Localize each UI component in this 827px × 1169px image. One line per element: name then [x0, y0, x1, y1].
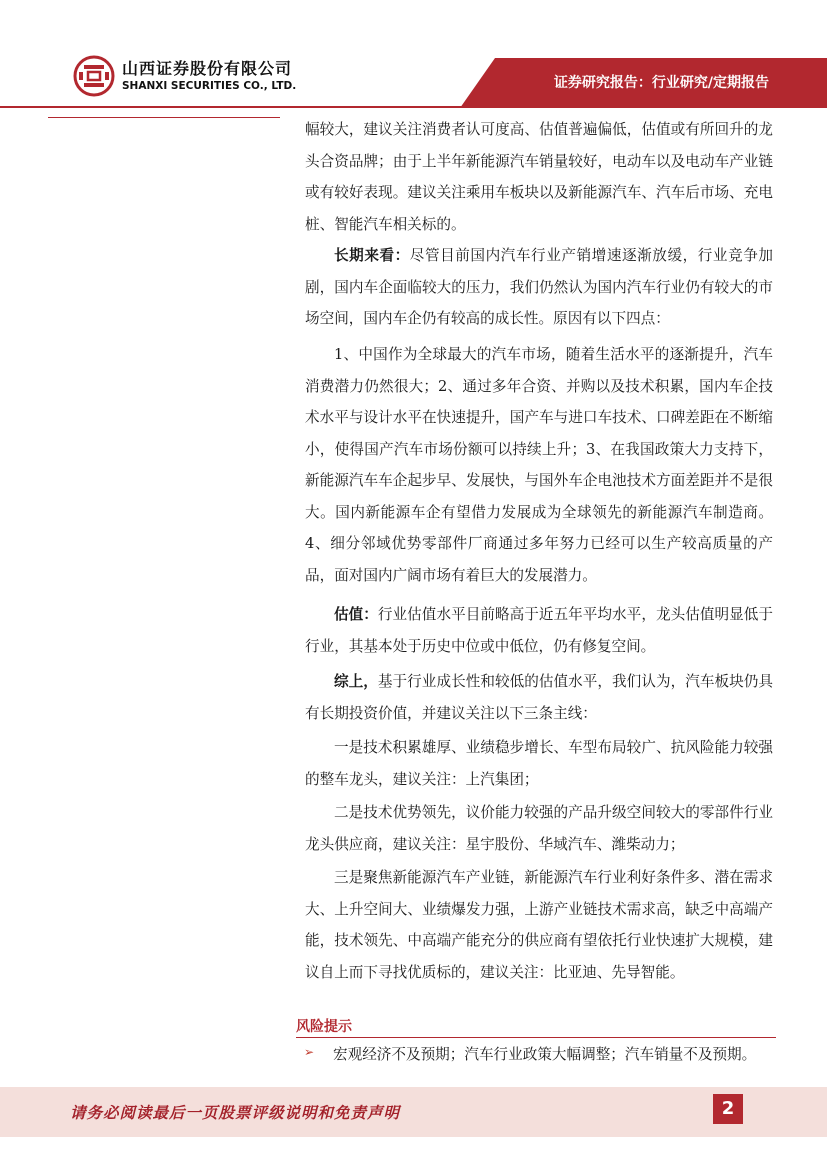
- paragraph-mainline-1: 一是技术积累雄厚、业绩稳步增长、车型布局较广、抗风险能力较强的整车龙头，建议关注：上汽集团；: [305, 739, 773, 788]
- paragraph-mainline-2: 二是技术优势领先，议价能力较强的产品升级空间较大的零部件行业龙头供应商，建议关注：星宇股份、华域汽车、潍柴动力；: [305, 804, 773, 853]
- paragraph-mainline-3: 三是聚焦新能源汽车产业链，新能源汽车行业利好条件多、潜在需求大、上升空间大、业绩爆发力强，上游产业链技术需求高，缺乏中高端产能，技术领先、中高端产能充分的供应商有望依托行业快速扩大规模，建议自上而下寻找优质标的，建议关注：比亚迪、先导智能。: [305, 869, 773, 981]
- paragraph-1: 幅较大，建议关注消费者认可度高、估值普遍偏低，估值或有所回升的龙头合资品牌；由于上半年新能源汽车销量较好，电动车以及电动车产业链或有较好表现。建议关注乘用车板块以及新能源汽车、汽车后市场、充电桩、智能汽车相关标的。: [305, 121, 773, 233]
- paragraph-lead: 长期来看：: [334, 247, 410, 264]
- risk-item: 宏观经济不及预期；汽车行业政策大幅调整；汽车销量不及预期。: [333, 1046, 757, 1063]
- company-logo-icon: [73, 55, 115, 97]
- paragraph-long-term: [305, 240, 773, 335]
- arrow-bullet-icon: ➢: [304, 1045, 315, 1059]
- paragraph-text: 基于行业成长性和较低的估值水平，我们认为，汽车板块仍具有长期投资价值，并建议关注以下三条主线：: [305, 673, 773, 722]
- page-number: 2: [713, 1094, 743, 1124]
- paragraph-valuation: [305, 599, 773, 662]
- paragraph-summary: [305, 666, 773, 729]
- footer-disclaimer: 请务必阅读最后一页股票评级说明和免责声明: [70, 1103, 401, 1122]
- sidebar-divider: [48, 117, 280, 118]
- paragraph-text: 行业估值水平目前略高于近五年平均水平，龙头估值明显低于行业，其基本处于历史中位或中低位，仍有修复空间。: [305, 606, 773, 655]
- risk-section-title: 风险提示: [296, 1019, 352, 1035]
- report-type-label: 证券研究报告：行业研究/定期报告: [553, 75, 769, 91]
- paragraph-text: 尽管目前国内汽车行业产销增速逐渐放缓，行业竞争加剧，国内车企面临较大的压力，我们仍然认为国内汽车行业仍有较大的市场空间，国内车企仍有较高的成长性。原因有以下四点：: [305, 247, 773, 327]
- paragraph-lead: 综上，: [334, 673, 378, 690]
- paragraph-lead: 估值：: [334, 606, 378, 623]
- company-name-cn: 山西证券股份有限公司: [122, 59, 293, 78]
- company-name-en: SHANXI SECURITIES CO., LTD.: [122, 80, 297, 92]
- risk-divider: [296, 1037, 776, 1038]
- paragraph-reasons: 1、中国作为全球最大的汽车市场，随着生活水平的逐渐提升，汽车消费潜力仍然很大；2、通过多年合资、并购以及技术积累，国内车企技术水平与设计水平在快速提升，国产车与进口车技术、口碑差距在不断缩小，使得国产汽车市场份额可以持续上升；3、在我国政策大力支持下，新能源汽车车企起步早、发展快，与国外车企电池技术方面差距并不是很大。国内新能源车企有望借力发展成为全球领先的新能源汽车制造商。 4、细分邻域优势零部件厂商通过多年努力已经可以生产较高质量的产品，面对国内广阔市场有着巨大的发展潜力。: [305, 346, 773, 584]
